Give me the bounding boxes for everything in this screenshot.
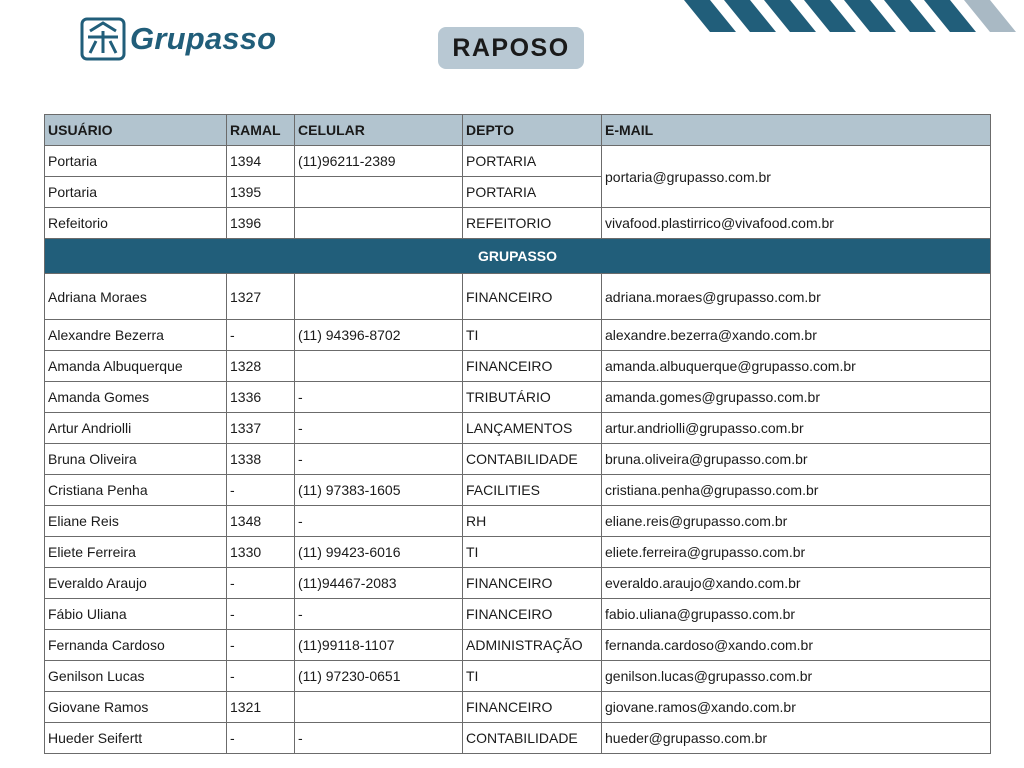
cell-ramal: -	[227, 320, 295, 351]
cell-ramal: -	[227, 568, 295, 599]
cell-celular: (11)99118-1107	[295, 630, 463, 661]
cell-ramal: -	[227, 661, 295, 692]
cell-ramal: 1348	[227, 506, 295, 537]
company-logo	[80, 17, 276, 61]
cell-depto: CONTABILIDADE	[463, 444, 602, 475]
cell-email: genilson.lucas@grupasso.com.br	[602, 661, 991, 692]
cell-depto: TI	[463, 320, 602, 351]
decorative-stripes	[680, 0, 1024, 32]
cell-celular: (11)94467-2083	[295, 568, 463, 599]
cell-email: fabio.uliana@grupasso.com.br	[602, 599, 991, 630]
cell-celular: -	[295, 599, 463, 630]
cell-depto: FINANCEIRO	[463, 568, 602, 599]
table-row	[45, 413, 991, 444]
table-row	[45, 444, 991, 475]
cell-email: giovane.ramos@xando.com.br	[602, 692, 991, 723]
cell-usuario: Fernanda Cardoso	[45, 630, 227, 661]
cell-usuario: Adriana Moraes	[45, 274, 227, 320]
cell-ramal: 1395	[227, 177, 295, 208]
cell-celular	[295, 208, 463, 239]
cell-ramal: 1394	[227, 146, 295, 177]
table-row	[45, 661, 991, 692]
cell-usuario: Refeitorio	[45, 208, 227, 239]
cell-usuario: Portaria	[45, 146, 227, 177]
cell-usuario: Portaria	[45, 177, 227, 208]
cell-email: amanda.gomes@grupasso.com.br	[602, 382, 991, 413]
cell-email: artur.andriolli@grupasso.com.br	[602, 413, 991, 444]
cell-usuario: Eliane Reis	[45, 506, 227, 537]
cell-ramal: -	[227, 630, 295, 661]
cell-email: everaldo.araujo@xando.com.br	[602, 568, 991, 599]
table-row	[45, 506, 991, 537]
cell-depto: PORTARIA	[463, 177, 602, 208]
cell-email: fernanda.cardoso@xando.com.br	[602, 630, 991, 661]
cell-usuario: Amanda Gomes	[45, 382, 227, 413]
col-header-usuario: USUÁRIO	[45, 115, 227, 146]
cell-celular: (11) 97383-1605	[295, 475, 463, 506]
grupasso-logo-icon	[80, 17, 126, 61]
cell-depto: FINANCEIRO	[463, 351, 602, 382]
cell-ramal: 1328	[227, 351, 295, 382]
cell-ramal: 1337	[227, 413, 295, 444]
table-row	[45, 475, 991, 506]
col-header-email: E-MAIL	[602, 115, 991, 146]
cell-usuario: Bruna Oliveira	[45, 444, 227, 475]
cell-usuario: Artur Andriolli	[45, 413, 227, 444]
cell-usuario: Hueder Seifertt	[45, 723, 227, 754]
table-row	[45, 630, 991, 661]
cell-celular	[295, 692, 463, 723]
table-row	[45, 208, 991, 239]
cell-email: cristiana.penha@grupasso.com.br	[602, 475, 991, 506]
cell-usuario: Giovane Ramos	[45, 692, 227, 723]
cell-celular: -	[295, 444, 463, 475]
cell-celular: (11) 99423-6016	[295, 537, 463, 568]
cell-email: hueder@grupasso.com.br	[602, 723, 991, 754]
cell-usuario: Everaldo Araujo	[45, 568, 227, 599]
table-header-row	[45, 115, 991, 146]
cell-email: portaria@grupasso.com.br	[602, 146, 991, 208]
cell-celular: -	[295, 506, 463, 537]
cell-celular: -	[295, 723, 463, 754]
section-row	[45, 239, 991, 274]
cell-celular	[295, 351, 463, 382]
cell-depto: TI	[463, 537, 602, 568]
cell-email: eliane.reis@grupasso.com.br	[602, 506, 991, 537]
cell-depto: PORTARIA	[463, 146, 602, 177]
table-row	[45, 537, 991, 568]
cell-celular: (11) 94396-8702	[295, 320, 463, 351]
cell-depto: FINANCEIRO	[463, 274, 602, 320]
cell-usuario: Genilson Lucas	[45, 661, 227, 692]
cell-ramal: 1330	[227, 537, 295, 568]
col-header-celular: CELULAR	[295, 115, 463, 146]
cell-usuario: Alexandre Bezerra	[45, 320, 227, 351]
cell-usuario: Cristiana Penha	[45, 475, 227, 506]
table-row	[45, 599, 991, 630]
cell-depto: LANÇAMENTOS	[463, 413, 602, 444]
table-row	[45, 274, 991, 320]
cell-ramal: 1396	[227, 208, 295, 239]
table-row	[45, 146, 991, 177]
cell-email: vivafood.plastirrico@vivafood.com.br	[602, 208, 991, 239]
cell-depto: FINANCEIRO	[463, 692, 602, 723]
table-row	[45, 723, 991, 754]
section-title: GRUPASSO	[45, 239, 991, 274]
cell-depto: REFEITORIO	[463, 208, 602, 239]
table-row	[45, 351, 991, 382]
table-row	[45, 692, 991, 723]
cell-celular	[295, 177, 463, 208]
logo-text: Grupasso	[130, 21, 277, 56]
cell-usuario: Fábio Uliana	[45, 599, 227, 630]
cell-ramal: -	[227, 723, 295, 754]
cell-email: eliete.ferreira@grupasso.com.br	[602, 537, 991, 568]
cell-ramal: -	[227, 475, 295, 506]
table-row	[45, 568, 991, 599]
cell-celular: (11) 97230-0651	[295, 661, 463, 692]
cell-depto: ADMINISTRAÇÃO	[463, 630, 602, 661]
cell-celular: (11)96211-2389	[295, 146, 463, 177]
cell-email: bruna.oliveira@grupasso.com.br	[602, 444, 991, 475]
cell-depto: CONTABILIDADE	[463, 723, 602, 754]
cell-usuario: Eliete Ferreira	[45, 537, 227, 568]
cell-celular	[295, 274, 463, 320]
cell-depto: RH	[463, 506, 602, 537]
cell-ramal: -	[227, 599, 295, 630]
cell-ramal: 1338	[227, 444, 295, 475]
table-row	[45, 382, 991, 413]
cell-ramal: 1327	[227, 274, 295, 320]
cell-email: adriana.moraes@grupasso.com.br	[602, 274, 991, 320]
cell-ramal: 1321	[227, 692, 295, 723]
cell-depto: FINANCEIRO	[463, 599, 602, 630]
cell-depto: TRIBUTÁRIO	[463, 382, 602, 413]
col-header-ramal: RAMAL	[227, 115, 295, 146]
cell-celular: -	[295, 413, 463, 444]
cell-email: alexandre.bezerra@xando.com.br	[602, 320, 991, 351]
col-header-depto: DEPTO	[463, 115, 602, 146]
cell-depto: TI	[463, 661, 602, 692]
cell-depto: FACILITIES	[463, 475, 602, 506]
table-row	[45, 320, 991, 351]
contact-directory-table	[44, 114, 991, 754]
cell-usuario: Amanda Albuquerque	[45, 351, 227, 382]
location-badge: RAPOSO	[438, 27, 584, 69]
cell-email: amanda.albuquerque@grupasso.com.br	[602, 351, 991, 382]
cell-celular: -	[295, 382, 463, 413]
cell-ramal: 1336	[227, 382, 295, 413]
